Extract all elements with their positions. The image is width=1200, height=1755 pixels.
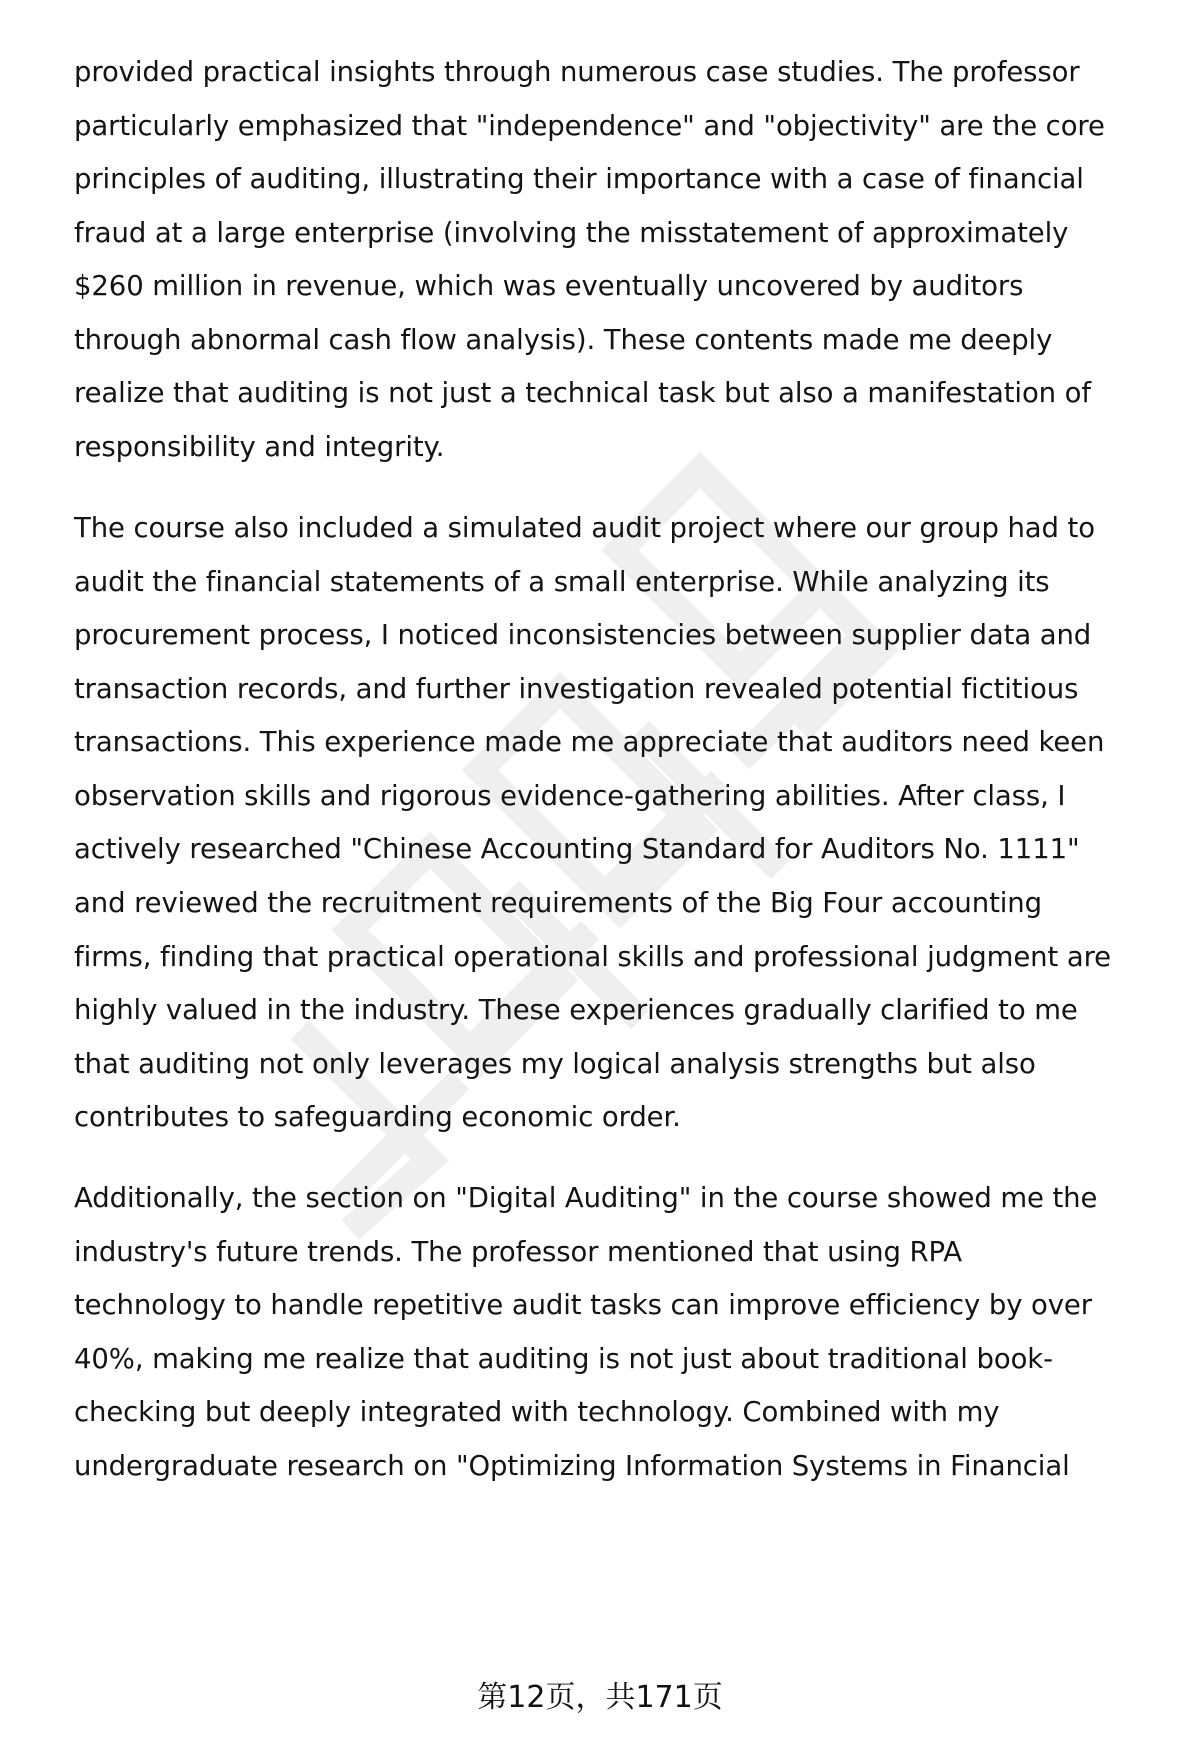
text-line: The course also included a simulated audit project where our group had to (74, 512, 1095, 544)
text-line: contributes to safeguarding economic order. (74, 1101, 681, 1133)
text-line: undergraduate research on "Optimizing Information Systems in Financial (74, 1450, 1070, 1482)
text-line: industry's future trends. The professor mentioned that using RPA (74, 1236, 962, 1268)
text-line: transaction records, and further investigation revealed potential fictitious (74, 673, 1079, 705)
text-line: $260 million in revenue, which was eventually uncovered by auditors (74, 270, 1024, 302)
text-line: procurement process, I noticed inconsistencies between supplier data and (74, 619, 1092, 651)
text-line: audit the financial statements of a small enterprise. While analyzing its (74, 566, 1050, 598)
text-line: principles of auditing, illustrating their importance with a case of financial (74, 163, 1084, 195)
text-line: transactions. This experience made me appreciate that auditors need keen (74, 726, 1105, 758)
text-line: fraud at a large enterprise (involving the misstatement of approximately (74, 217, 1069, 249)
text-line: checking but deeply integrated with technology. Combined with my (74, 1396, 1000, 1428)
text-line: firms, finding that practical operational skills and professional judgment are (74, 941, 1111, 973)
text-line: that auditing not only leverages my logical analysis strengths but also (74, 1048, 1036, 1080)
text-line: Additionally, the section on "Digital Auditing" in the course showed me the (74, 1182, 1098, 1214)
text-line: provided practical insights through numerous case studies. The professor (74, 56, 1080, 88)
page-indicator: 第12页，共171页 (477, 1680, 723, 1715)
text-line: realize that auditing is not just a technical task but also a manifestation of (74, 377, 1091, 409)
text-line: through abnormal cash flow analysis). These contents made me deeply (74, 324, 1053, 356)
text-line: particularly emphasized that "independence" and "objectivity" are the core (74, 110, 1105, 142)
text-line: and reviewed the recruitment requirements of the Big Four accounting (74, 887, 1042, 919)
text-line: 40%, making me realize that auditing is not just about traditional book- (74, 1343, 1053, 1375)
text-line: technology to handle repetitive audit tasks can improve efficiency by over (74, 1289, 1092, 1321)
text-line: observation skills and rigorous evidence-gathering abilities. After class, I (74, 780, 1066, 812)
text-line: highly valued in the industry. These experiences gradually clarified to me (74, 994, 1078, 1026)
text-line: actively researched "Chinese Accounting Standard for Auditors No. 1111" (74, 833, 1080, 865)
text-line: responsibility and integrity. (74, 431, 445, 463)
